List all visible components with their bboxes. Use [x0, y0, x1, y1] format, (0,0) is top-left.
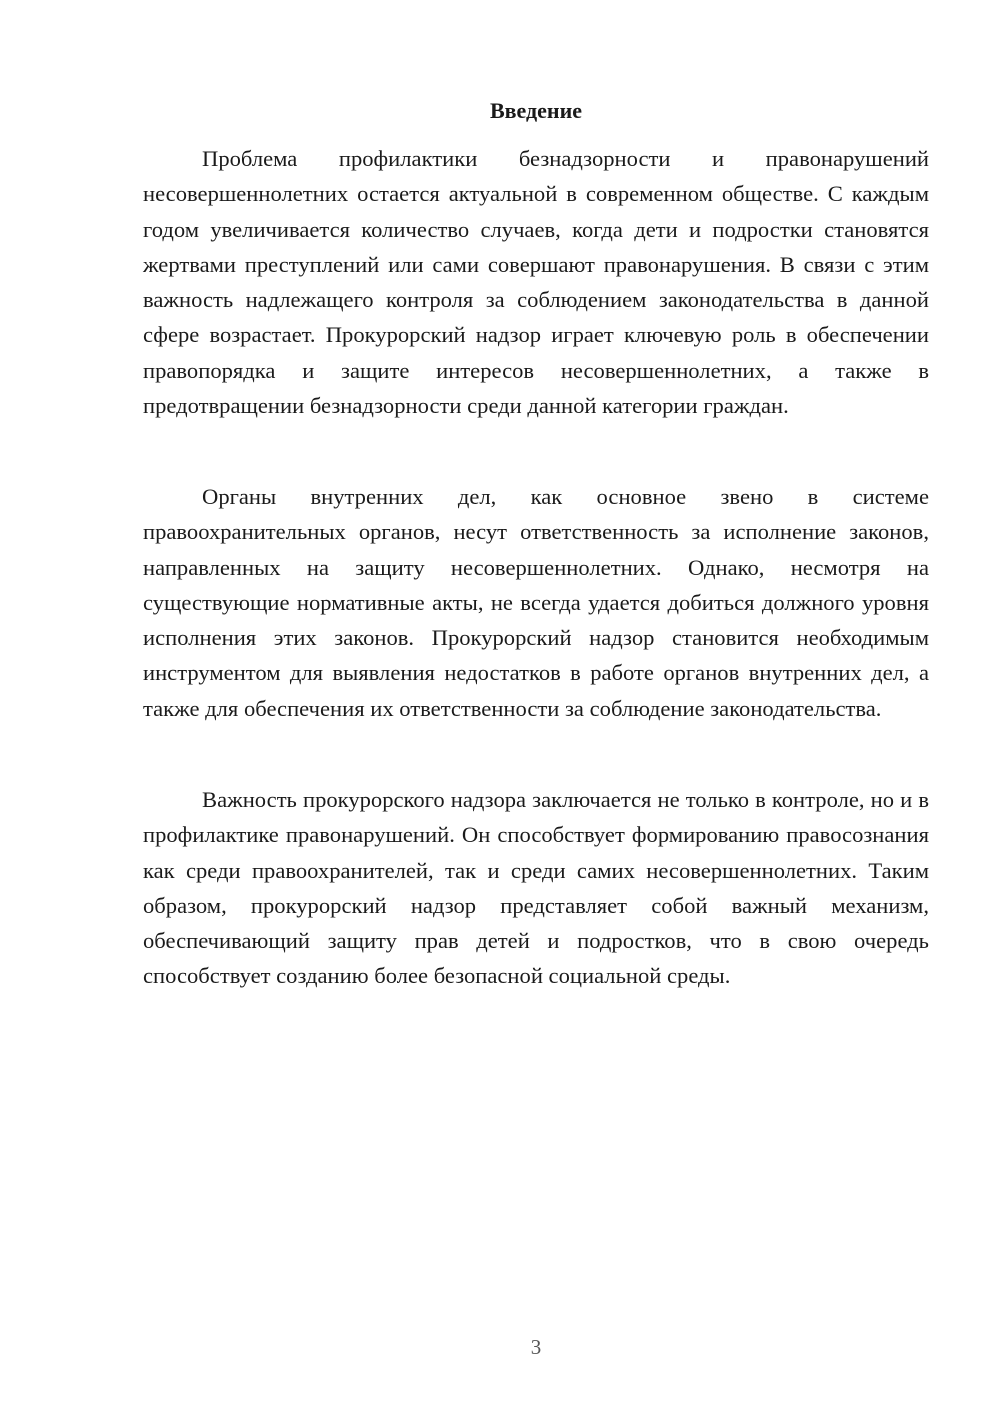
paragraph-internal-affairs: Органы внутренних дел, как основное звено в системе правоохранительных органов, несут ответственность за исполнение законов, направленных на защиту несовершеннолетних. Однако, несмотря на существующие нормативные акты, не всегда удается добиться должного уровня исполнения этих законов. Прокурорский надзор становится необходимым инструментом для выявления недостатков в работе органов внутренних дел, а также для обеспечения их ответственности за соблюдение законодательства. — [143, 484, 929, 721]
page-title: Введение — [489, 98, 583, 123]
paragraph-importance: Важность прокурорского надзора заключается не только в контроле, но и в профилактике правонарушений. Он способствует формированию правосознания как среди правоохранителей, так и среди самих несовершеннолетних. Таким образом, прокурорский надзор представляет собой важный механизм, обеспечивающий защиту прав детей и подростков, что в свою очередь способствует созданию более безопасной социальной среды. — [143, 787, 929, 989]
page-number: 3 — [530, 1335, 542, 1359]
paragraph-intro: Проблема профилактики безнадзорности и правонарушений несовершеннолетних остается актуальной в современном обществе. С каждым годом увеличивается количество случаев, когда дети и подростки становятся жертвами преступлений или сами совершают правонарушения. В связи с этим важность надлежащего контроля за соблюдением законодательства в данной сфере возрастает. Прокурорский надзор играет ключевую роль в обеспечении правопорядка и защите интересов несовершеннолетних, а также в предотвращении безнадзорности среди данной категории граждан. — [143, 146, 929, 419]
